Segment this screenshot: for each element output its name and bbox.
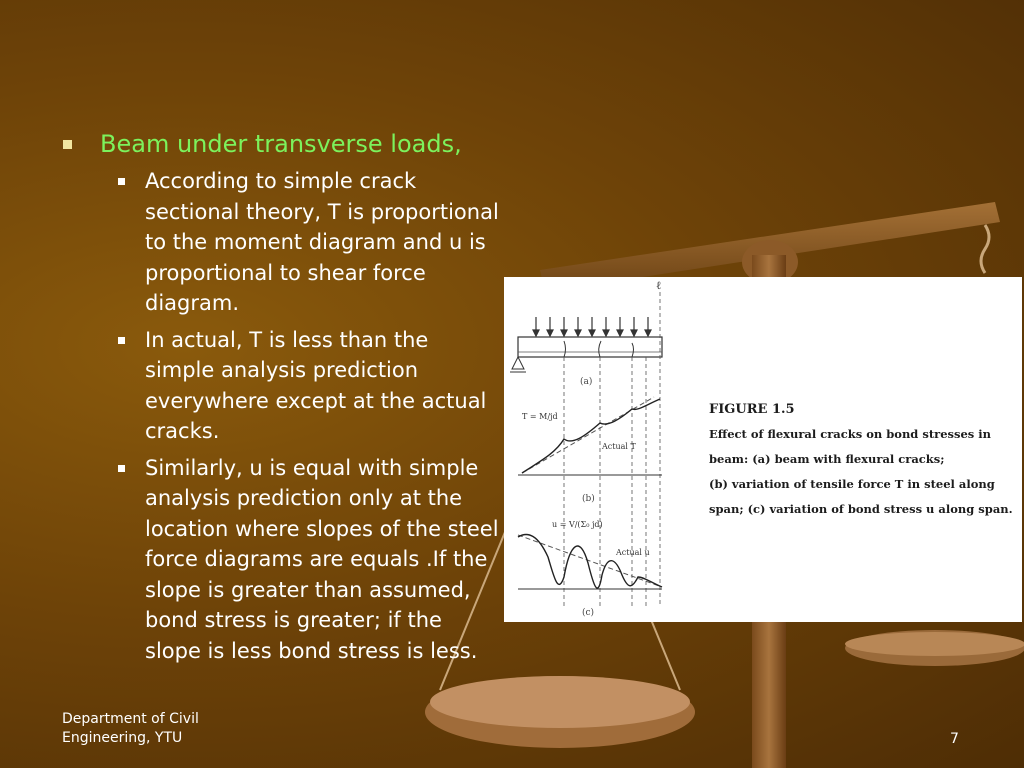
- caption-line: span; (c) variation of bond stress u along span.: [709, 502, 1013, 516]
- u-formula: u = V/(Σ₀ jd): [552, 520, 603, 529]
- bullet-heading-text: Beam under transverse loads,: [100, 130, 462, 158]
- t-formula: T = M/jd: [522, 412, 558, 421]
- square-bullet-icon: [118, 178, 125, 185]
- sub-bullet: [145, 453, 500, 667]
- caption-line: (b) variation of tensile force T in steel along: [709, 477, 995, 491]
- label-c: (c): [582, 608, 595, 618]
- actual-t-label: Actual T: [602, 442, 636, 451]
- sub-bullet: [145, 166, 500, 319]
- square-bullet-icon: [118, 465, 125, 472]
- beam-diagram: [504, 277, 674, 622]
- bullet-heading: [60, 128, 500, 160]
- sub-bullet-text: According to simple crack sectional theory, T is proportional to the moment diagram and u is proportional to shear force diagram.: [145, 169, 499, 315]
- caption-line: Effect of flexural cracks on bond stresses in: [709, 427, 991, 441]
- label-b: (b): [582, 494, 595, 504]
- caption-line: beam: (a) beam with flexural cracks;: [709, 452, 945, 466]
- square-bullet-icon: [63, 140, 72, 149]
- footer-department: [62, 710, 262, 748]
- label-a: (a): [580, 377, 593, 387]
- figure-title: FIGURE 1.5: [709, 402, 795, 417]
- sub-bullet: [145, 325, 500, 447]
- footer-department-line: Department of Civil: [62, 711, 199, 727]
- figure-caption: [709, 397, 1014, 522]
- sub-bullet-text: In actual, T is less than the simple analysis prediction everywhere except at the actual cracks.: [145, 327, 487, 443]
- square-bullet-icon: [118, 337, 125, 344]
- page-number: 7: [950, 731, 959, 747]
- bullet-list: [60, 128, 500, 666]
- footer-department-line: Engineering, YTU: [62, 730, 183, 746]
- sub-bullet-text: Similarly, u is equal with simple analysis prediction only at the location where slopes of the steel force diagrams are equals .If the slope is greater than assumed, bond stress is greater; if the slope is less bond stress is less.: [145, 455, 499, 663]
- actual-u-label: Actual u: [616, 548, 650, 557]
- figure-panel: [504, 277, 1022, 622]
- top-mark: ℓ: [656, 279, 662, 292]
